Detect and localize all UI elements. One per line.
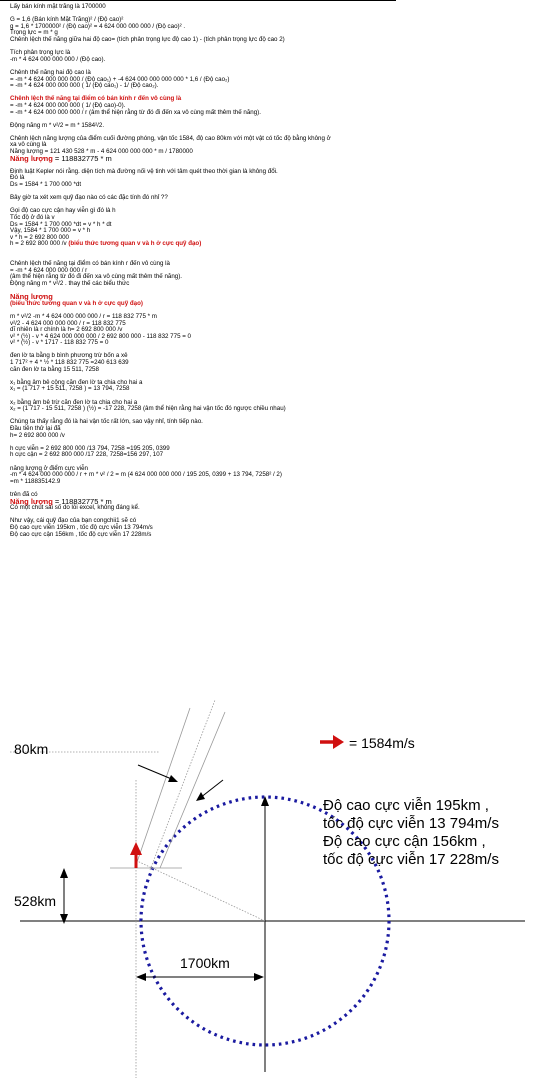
legend-arrow-head	[333, 735, 344, 749]
label-528km: 528km	[14, 893, 57, 909]
text-line: x₂ bằng âm bê trừ căn đen lờ ta chia cho hai a	[10, 398, 138, 406]
arrow-80km-lower	[200, 780, 223, 798]
text-line: năng lượng ở điểm cực viễn	[10, 464, 88, 472]
text-line: v²/2 - 4 624 000 000 000 / r = 118 832 775	[10, 319, 126, 327]
text-line: -m * 4 624 000 000 000 / r + m * v² / 2 = m (4 624 000 000 000 / 195 205, 0399 + 13 794, 7258² / 2)	[10, 471, 282, 479]
text-line: h= 2 692 800 000 /v	[10, 431, 65, 439]
text-line: đen lờ ta bằng b bình phương trừ bốn a xê	[10, 352, 128, 360]
top-rule	[0, 0, 396, 1]
text-line: Lấy bán kính mặt trăng là 1700000	[10, 3, 106, 10]
text-line: Có một chút sai số do lỗi excel, không đáng kể.	[10, 504, 140, 512]
text-line: x₂ = (1 717 - 15 511, 7258 ) (½) = -17 228, 7258 (âm thể hiện rằng hai vận tốc đó ngược chiều nhau)	[10, 405, 286, 413]
text-line: dĩ nhiên là r chính là h= 2 692 800 000 /v	[10, 326, 123, 334]
text-line: = -m * 4 624 000 000 000 / (Độ cao₁) + -4 624 000 000 000 000 * 1,6 / (Độ cao₂)	[10, 75, 230, 83]
text-line: Chúng ta thấy rằng đó là hai vận tốc rất lớn, sao vậy nhỉ, tính tiếp nào.	[10, 418, 203, 426]
blank-line	[10, 44, 530, 51]
text-line: Năng lượng = 118832775 * m	[10, 496, 112, 506]
blank-line	[10, 485, 530, 492]
highlight-term: Năng lượng	[10, 153, 53, 163]
text-line: = -m * 4 624 000 000 000 ( 1/ (Độ cao₁) - 1/ (Độ cao₂).	[10, 82, 159, 90]
text-line: h cực viễn = 2 692 800 000 /13 794, 7258 =195 205, 0399	[10, 444, 170, 452]
text-line: Động năng m * v²/2 = m * 1584²/2.	[10, 121, 105, 129]
text-line: Độ cao cực viễn 195km , tốc độ cực viễn 13 794m/s	[10, 523, 153, 531]
text-line: căn đen lờ ta bằng 15 511, 7258	[10, 365, 99, 373]
label-80km: 80km	[14, 741, 49, 757]
note-line-4: tốc độ cực viễn 17 228m/s	[323, 851, 499, 868]
text-line: Gọi độ cao cực cận hay viễn gì đó là h	[10, 207, 116, 215]
text-line: v * h = 2 692 800 000	[10, 233, 70, 241]
text-line: Đó là	[10, 174, 25, 182]
text-line: (biểu thức tương quan v và h ở cực quỹ đạo)	[10, 299, 143, 307]
text-line: h = 2 692 800 000 /v (biểu thức tương quan v và h ở cực quỹ đạo)	[10, 240, 202, 248]
text-line: Chênh lệch thế năng tại điểm có bán kính r đến vô cùng là	[10, 95, 182, 103]
text-line: 1 717² + 4 * ½ * 118 832 775 =240 613 639	[10, 359, 129, 367]
text-line: x₁ bằng âm bê cộng căn đen lờ ta chia cho hai a	[10, 378, 143, 386]
text-line: Như vậy, cái quỹ đạo của bạn congchii1 sẽ có	[10, 517, 137, 525]
text-line: Chênh lệch thế năng tại điểm có bán kính r đến vô cùng là	[10, 260, 170, 268]
text-line: Ds = 1584 * 1 700 000 *dt	[10, 181, 82, 189]
text-line: x₁ = (1 717 + 15 511, 7258 ) = 13 794, 7258	[10, 385, 130, 393]
text-line: Định luật Kepler nói rằng. diện tích mà đường nối vệ tinh với tâm quét theo thời gian là không đổi.	[10, 167, 278, 175]
text-line: g = 1,6 * 1700000² / (Độ cao)² = 4 624 000 000 000 / (Độ cao)² .	[10, 22, 186, 30]
text-line: = -m * 4 624 000 000 000 ( 1/ (Độ cao)-0).	[10, 101, 126, 109]
text-line: Năng lượng = 118832775 * m	[10, 153, 112, 163]
text-line: m * v²/2 -m * 4 624 000 000 000 / r = 118 832 775 * m	[10, 312, 157, 320]
text-line: Chênh lệch năng lượng của điểm cuối đường phóng, vận tốc 1584, độ cao 80km với một vật có tốc độ bằng không ở	[10, 134, 331, 142]
text-line: Tích phân trọng lực là	[10, 49, 71, 57]
blank-line	[10, 248, 530, 255]
note-line-1: Độ cao cực viễn 195km ,	[323, 797, 489, 814]
arrow-80km-upper	[138, 765, 174, 780]
slant-line-3	[160, 712, 225, 868]
text-line: Độ cao cực cận 156km , tốc độ cực viễn 17 228m/s	[10, 530, 152, 538]
text-line: Năng lượng	[10, 292, 53, 302]
text-line: Động năng m * v²/2 . thay thế các biểu thức	[10, 279, 130, 287]
legend-label: = 1584m/s	[349, 735, 415, 751]
slant-line-2	[150, 700, 215, 870]
text-line: =m * 118835142.9	[10, 477, 61, 485]
text-line: v² * (½) - v * 1717 - 118 832 775 = 0	[10, 339, 109, 347]
text-line: Bây giờ ta xét xem quỹ đạo nào có các đặc tính đó nhỉ ??	[10, 194, 168, 202]
calculation-text	[10, 4, 530, 538]
text-line: Chênh lệch thế năng giữa hai độ cao= (tích phân trọng lực độ cao 1) - (tích phân trọng lực độ cao 2)	[10, 35, 285, 43]
text-line: -m * 4 624 000 000 000 / (Độ cao).	[10, 55, 106, 63]
blank-line	[10, 459, 530, 466]
note-line-2: tốc độ cực viễn 13 794m/s	[323, 815, 499, 832]
text-line: xa vô cùng là	[10, 141, 47, 149]
text-line: Trọng lực = m * g	[10, 29, 58, 37]
text-line: = -m * 4 624 000 000 000 / r	[10, 266, 88, 274]
text-line: Năng lượng = 121 430 528 * m - 4 624 000 000 000 * m / 1780000	[10, 148, 193, 156]
text-line: h cực cận = 2 692 800 000 /17 228, 7258=156 297, 107	[10, 451, 164, 459]
highlight-term: Năng lượng	[10, 496, 53, 506]
note-line-3: Độ cao cực cận 156km ,	[323, 833, 486, 850]
velocity-arrowhead	[130, 842, 142, 855]
text-line: Vậy, 1584 * 1 700 000 = v * h	[10, 227, 91, 235]
text-line: Chênh thế năng hai độ cao là	[10, 68, 91, 76]
text-line: v² * (½) - v * 4 624 000 000 000 / 2 692 800 000 - 118 832 775 = 0	[10, 332, 191, 340]
blank-line	[10, 288, 530, 295]
text-line: (âm thể hiện rằng từ đó đi đến xa vô cùng mất thêm thế năng).	[10, 273, 182, 281]
label-1700km: 1700km	[180, 955, 230, 971]
text-line: trên đã có	[10, 490, 38, 498]
text-line: Ds = 1584 * 1 700 000 *dt = v * h * dt	[10, 220, 112, 228]
text-line: Đầu tiên thử lại đã	[10, 425, 61, 432]
text-line: Tốc độ ở đó là v	[10, 214, 55, 221]
radius-line	[135, 860, 265, 921]
text-line: G = 1,6 (Bán kính Mặt Trăng)² / (Độ cao)²	[10, 16, 124, 24]
text-line: = -m * 4 624 000 000 000 / r (âm thể hiện rằng từ đó đi đến xa vô cùng mất thêm thế năng).	[10, 108, 261, 116]
highlight-term: (biểu thức tương quan v và h ở cực quỹ đạo)	[68, 240, 202, 248]
orbit-diagram	[0, 700, 538, 1080]
